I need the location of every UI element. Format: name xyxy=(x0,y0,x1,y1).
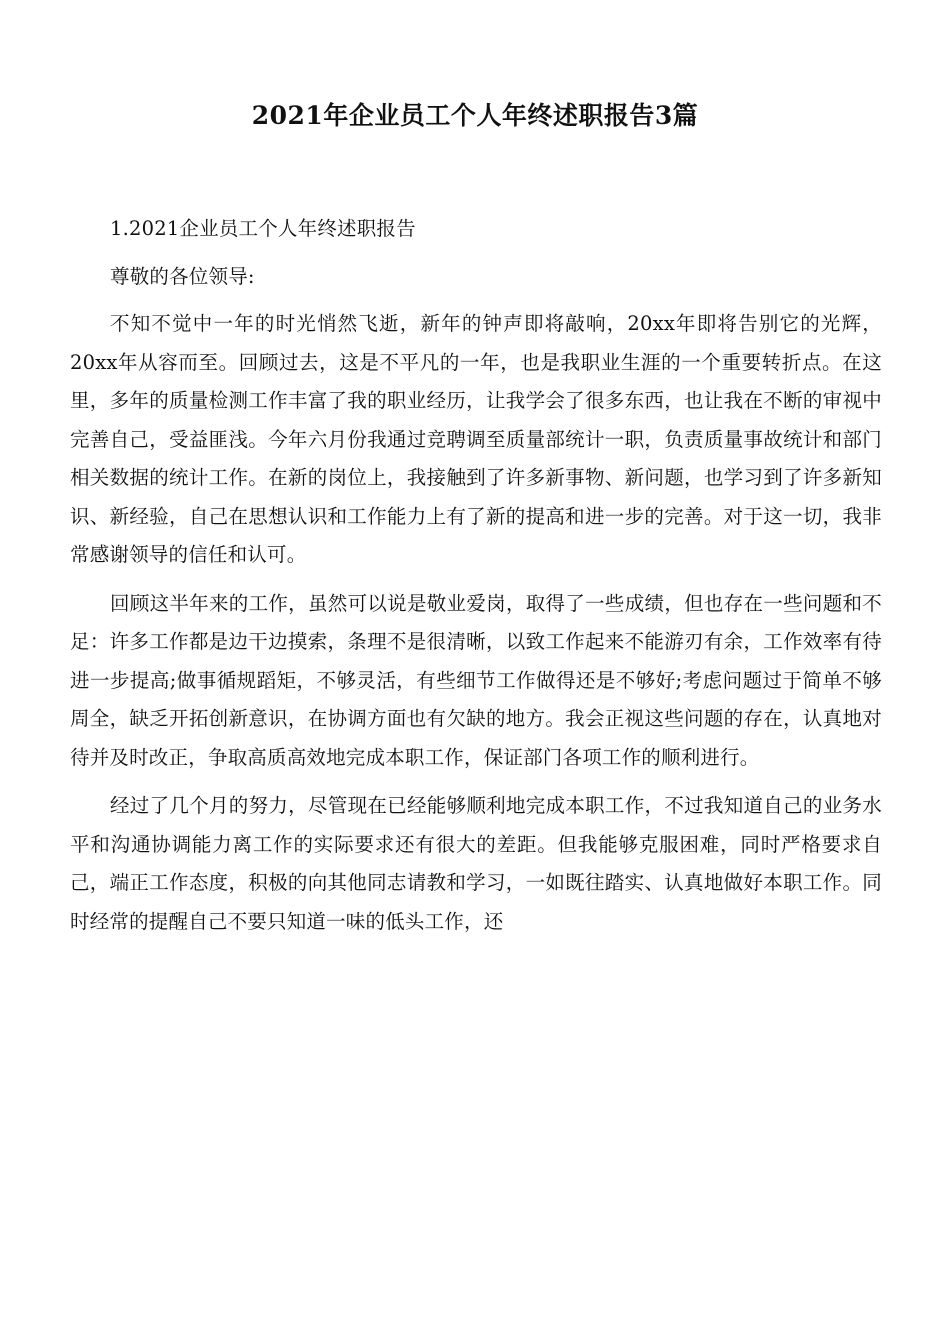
paragraph-2: 回顾这半年来的工作，虽然可以说是敬业爱岗，取得了一些成绩，但也存在一些问题和不足：许多工作都是边干边摸索，条理不是很清晰，以致工作起来不能游刃有余，工作效率有待进一步提高;做事循规蹈矩，不够灵活，有些细节工作做得还是不够好;考虑问题过于简单不够周全，缺乏开拓创新意识，在协调方面也有欠缺的地方。我会正视这些问题的存在，认真地对待并及时改正，争取高质高效地完成本职工作，保证部门各项工作的顺利进行。 xyxy=(70,591,882,769)
document-title: 2021年企业员工个人年终述职报告3篇 xyxy=(251,101,699,130)
greeting-line: 尊敬的各位领导: xyxy=(110,264,255,288)
section-heading: 1.2021企业员工个人年终述职报告 xyxy=(110,217,416,240)
paragraph-3: 经过了几个月的努力，尽管现在已经能够顺利地完成本职工作，不过我知道自己的业务水平和沟通协调能力离工作的实际要求还有很大的差距。但我能够克服困难，同时严格要求自己，端正工作态度，积极的向其他同志请教和学习，一如既往踏实、认真地做好本职工作。同时经常的提醒自己不要只知道一味的低头工作，还 xyxy=(70,794,882,933)
document-body xyxy=(70,210,882,951)
paragraph-1: 不知不觉中一年的时光悄然飞逝，新年的钟声即将敲响，20xx年即将告别它的光辉，20xx年从容而至。回顾过去，这是不平凡的一年，也是我职业生涯的一个重要转折点。在这里，多年的质量检测工作丰富了我的职业经历，让我学会了很多东西，也让我在不断的审视中完善自己，受益匪浅。今年六月份我通过竞聘调至质量部统计一职，负责质量事故统计和部门相关数据的统计工作。在新的岗位上，我接触到了许多新事物、新问题，也学习到了许多新知识、新经验，自己在思想认识和工作能力上有了新的提高和进一步的完善。对于这一切，我非常感谢领导的信任和认可。 xyxy=(70,312,882,566)
